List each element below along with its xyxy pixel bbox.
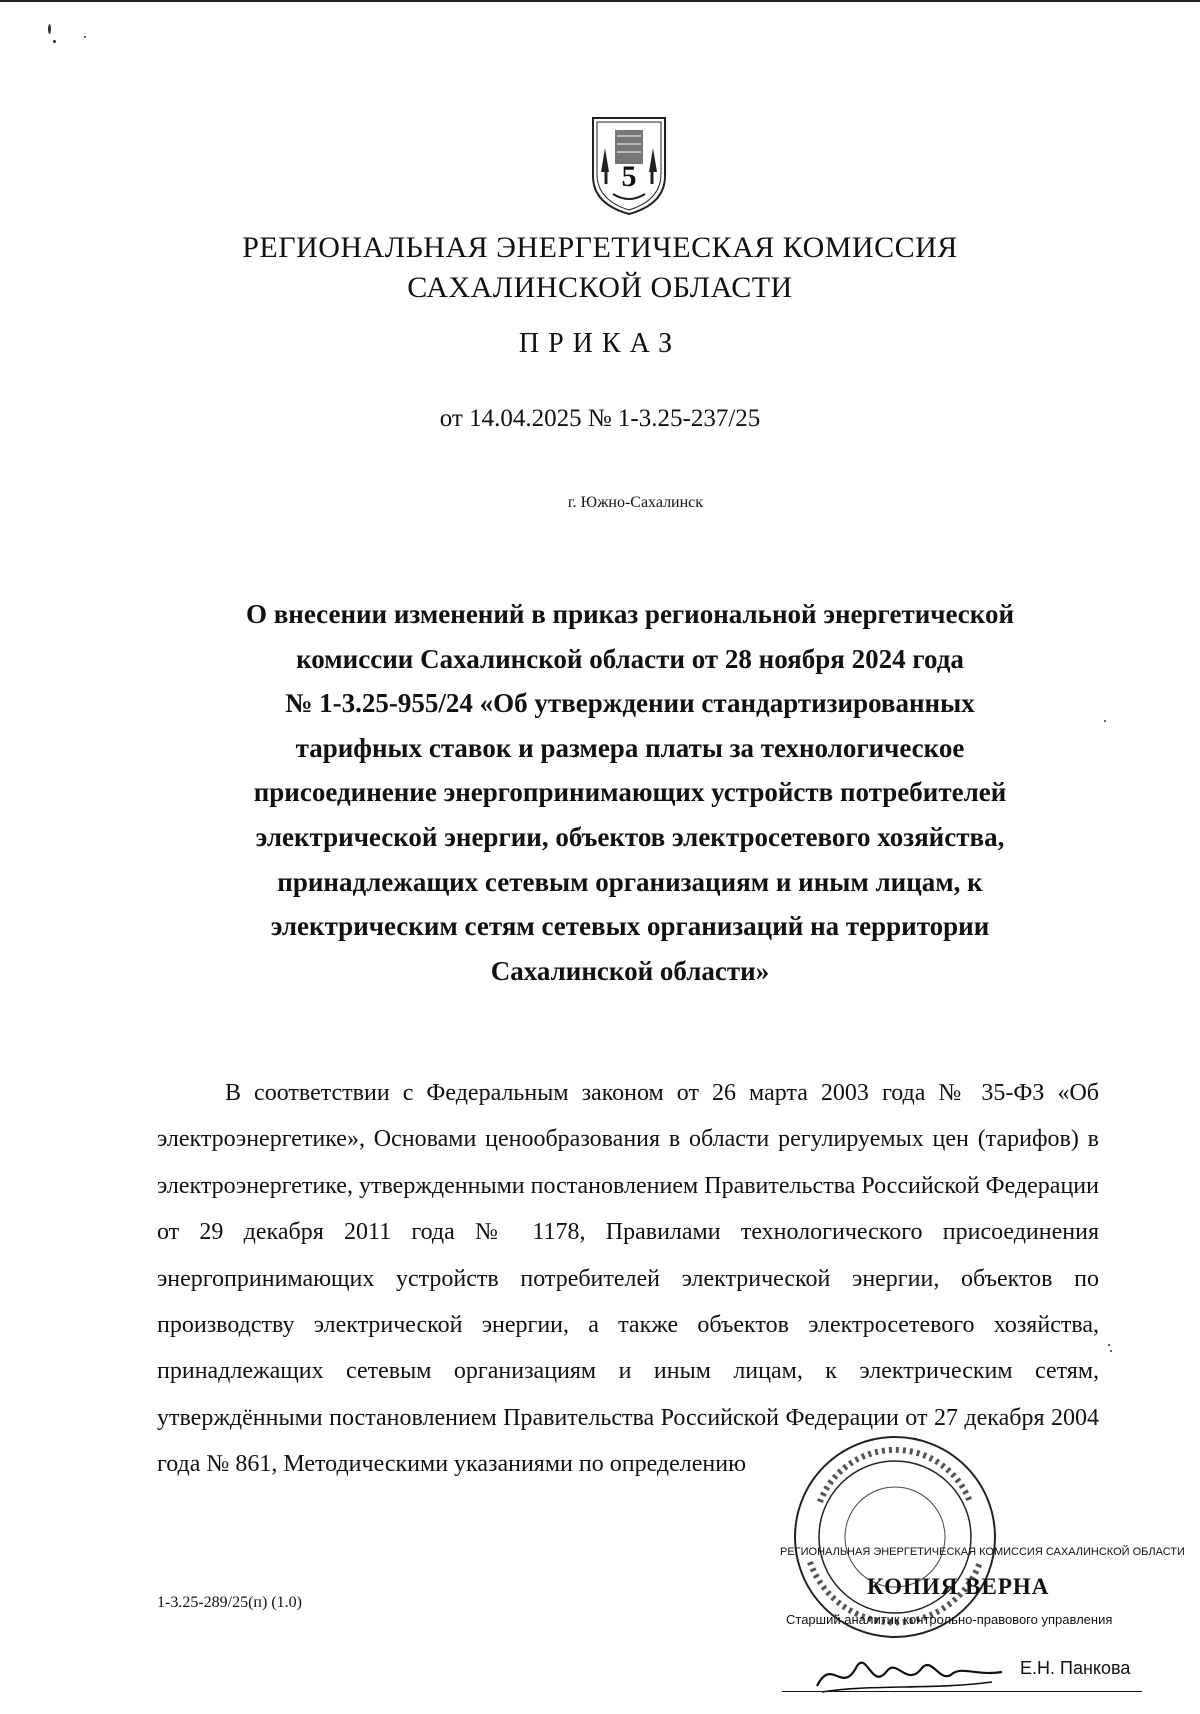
scan-speck (1104, 720, 1106, 722)
scan-speck (1110, 1350, 1112, 1352)
heading-line: принадлежащих сетевым организациям и иным лицам, к (277, 866, 983, 897)
handwritten-signature-icon (812, 1646, 1012, 1701)
stamp-signer-name: Е.Н. Панкова (1020, 1658, 1131, 1678)
heading-line: О внесении изменений в приказ региональной энергетической (245, 599, 1015, 629)
document-heading (150, 592, 1110, 993)
stamp-title: КОПИЯ ВЕРНА (867, 1574, 1050, 1599)
footer-document-code: 1-3.25-289/25(п) (1.0) (157, 1594, 302, 1611)
order-type-label: ПРИКАЗ (518, 328, 682, 359)
organization-title-line-1: РЕГИОНАЛЬНАЯ ЭНЕРГЕТИЧЕСКАЯ КОМИССИЯ (242, 231, 958, 264)
scan-speck (1108, 1344, 1110, 1346)
heading-line: электрической энергии, объектов электросетевого хозяйства, (255, 821, 1005, 852)
stamp-underline (782, 1691, 1142, 1692)
heading-line: комиссии Сахалинской области от 28 ноября 2024 года (296, 643, 964, 674)
body-paragraph: В соответствии с Федеральным законом от 26 марта 2003 года № 35-ФЗ «Об электроэнергетике», Основами ценообразования в области регулируемых цен (тарифов) в электроэнергетике, утвержденными постановлением Правительства Российской Федерации от 29 декабря 2011 года № 1178, Правилами технологического присоединения энергопринимающих устройств потребителей электрической энергии, объектов по производству электрической энергии, а также объектов электросетевого хозяйства, принадлежащих сетевым организациям и иным лицам, к электрическим сетям, утверждёнными постановлением Правительства Российской Федерации от 27 декабря 2004 года № 861, Методическими указаниями по определению (157, 1080, 1099, 1478)
body-text (157, 1070, 1099, 1488)
copy-certification-stamp (772, 1546, 1185, 1704)
stamp-position: Старший аналитик контрольно-правового управления (786, 1612, 1113, 1627)
heading-line: Сахалинской области» (490, 955, 770, 986)
scan-speck (84, 36, 86, 38)
svg-text:5: 5 (621, 160, 637, 193)
scan-speck (48, 24, 51, 34)
scan-edge-line (0, 0, 1200, 2)
organization-title (100, 228, 1100, 308)
stamp-organization: РЕГИОНАЛЬНАЯ ЭНЕРГЕТИЧЕСКАЯ КОМИССИЯ САХАЛИНСКОЙ ОБЛАСТИ (780, 1546, 1185, 1558)
heading-line: присоединение энергопринимающих устройств потребителей (253, 777, 1007, 808)
heading-line: № 1-3.25-955/24 «Об утверждении стандартизированных (285, 688, 975, 719)
heading-line: электрическим сетям сетевых организаций на территории (270, 911, 990, 942)
heading-line: тарифных ставок и размера платы за технологическое (295, 732, 965, 763)
order-number-date: от 14.04.2025 № 1-3.25-237/25 (439, 405, 761, 432)
organization-title-line-2: САХАЛИНСКОЙ ОБЛАСТИ (407, 271, 793, 304)
scan-speck (53, 40, 56, 43)
order-city: г. Южно-Сахалинск (567, 494, 704, 511)
sakhalin-coat-of-arms-icon (587, 114, 671, 218)
